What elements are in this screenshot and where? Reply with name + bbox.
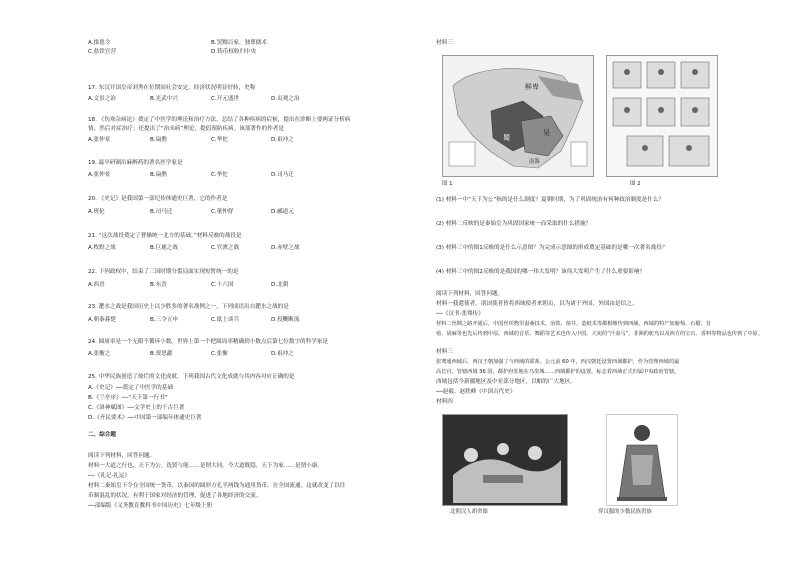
q22-option-a: A.西晋	[88, 282, 105, 288]
material-line: ──赵毅、赵轶峰《中国古代史》	[436, 389, 516, 395]
material-line: 西域包括今新疆地区及中亚部分地区，以帕的广大地区。	[436, 379, 576, 385]
q19-option-a: A.张仲景	[88, 172, 111, 178]
noble-illustration	[607, 415, 677, 505]
q18-option-a: A.张仲景	[88, 137, 111, 143]
map-illustration	[443, 56, 593, 176]
material-line: 材料二丝绸之路开通后，中国丝织物里蚕桑技术、冶铁、凿井、造纸术等都相继传到西域，西域的特产如葡萄、石榴、苜	[436, 321, 711, 327]
banquet-image	[442, 414, 568, 506]
material-line: 张骞通西域后，西汉王朝加强了与西域的联系。公元前 60 年，西汉朝廷设置西域都护，作为管理西域的最	[436, 359, 680, 365]
q19-stem: 19. 最早研制出麻醉药的著名医学家是	[88, 160, 183, 166]
material-line: 阅读下列材料，回答问题。	[436, 291, 504, 297]
figure-1-caption: 图 1	[442, 181, 453, 187]
material-line: 材料二秦始皇下令在全国统一货币，以秦国的圆形方孔半两钱为通用货币，在全国流通。这就改变了以往	[88, 483, 346, 489]
q18-option-b: B.扁鹊	[150, 137, 167, 143]
material-line: 材料一大道之行也，天下为公。选贤与能……是谓大同。今大道既隐，天下为家……是谓小康。	[88, 463, 323, 469]
q22-option-c: C.十六国	[211, 282, 234, 288]
map-figure	[442, 55, 594, 177]
q23-stem: 23. 淝水之战是我国历史上以少胜多的著名战例之一，下列成语出自淝水之战的是	[88, 304, 289, 310]
figure-2-caption: 图 2	[630, 181, 641, 187]
material-line: 材料四	[436, 399, 453, 405]
q24-option-a: A.张衡之	[88, 351, 111, 357]
q19-option-d: D.司马迁	[271, 172, 294, 178]
q18-option-d: D.祖冲之	[271, 137, 294, 143]
material3-title: 材料三	[436, 40, 453, 46]
q16-option-c: C.盐铁官营	[88, 49, 117, 55]
q25-option-c: C.《洛神赋图》──文学史上的千古巨著	[88, 405, 185, 411]
q23-option-a: A.朝秦暮楚	[88, 317, 116, 323]
q25-option-d: D.《齐民要术》──中国第一部编年体通史巨著	[88, 415, 202, 421]
q21-option-d: D.赤壁之战	[271, 245, 300, 251]
material-line: ──《汉书·张骞传》	[436, 311, 484, 317]
material-line: 材料一我遣使者，诸国使者皆将西域使者来朝贡，以为诸于外国，外国由是信之。	[436, 301, 638, 307]
noble-image	[606, 414, 678, 506]
q22-stem: 22. 下列政权中，结束了三国时期分裂局面实现短暂统一的是	[88, 269, 239, 275]
q18-option-c: C.华佗	[211, 137, 228, 143]
q19-option-b: B.扁鹊	[150, 172, 167, 178]
question-line: (4) 材料三中的图2反映的是我国的哪一伟大发明？该伟大发明产生了什么重要影响？	[436, 269, 646, 275]
section-heading: 二、综合题	[88, 432, 116, 438]
q21-option-b: B.巨鹿之战	[150, 245, 178, 251]
q17-stem: 17. 东汉开国皇帝刘秀在位期间社会安定，经济状况明显好转，史称	[88, 85, 256, 91]
material-line: 材料三	[436, 349, 453, 355]
map-label: 南海	[529, 159, 540, 165]
question-line: (3) 材料三中的图1反映的是什么示意图？为完成示意图的形成奠定基础的是哪一次著名战役？	[436, 245, 668, 251]
q18-stem-line-2: 情，然后对症治疗；还提出了“治未病”理论，提倡预防疾病。该部著作的作者是	[88, 126, 284, 132]
map-label: 鲜卑	[525, 83, 539, 91]
q24-option-b: B.贾思勰	[150, 351, 173, 357]
q24-option-d: D.祖冲之	[271, 351, 294, 357]
papermaking-figure	[606, 55, 718, 177]
question-line: (1) 材料一中“天下为公”指的是什么制度？夏朝时期，为了巩固统治有何种政治制度是什么？	[436, 197, 665, 203]
q17-option-b: B.光武中兴	[150, 96, 178, 102]
papermaking-illustration	[607, 56, 717, 176]
q21-stem: 21. “这次战役奠定了曹操统一北方的基础。”材料反映的战役是	[88, 233, 242, 239]
map-label: 吴	[543, 129, 550, 137]
q20-option-d: D.郦道元	[271, 209, 294, 215]
q17-option-d: D.贞观之治	[271, 96, 300, 102]
q23-option-d: D.投鞭断流	[271, 317, 300, 323]
material-line: 高长官，管辖西域 36 国，都护府驻地在乌垒城……西域都护的设置，标志着西域正式归属中央政府管辖。	[436, 369, 680, 375]
material-line: 阅读下列材料，回答问题。	[88, 453, 156, 459]
q17-option-c: C.开元盛世	[211, 96, 240, 102]
q23-option-b: B.三令五申	[150, 317, 178, 323]
q24-option-c: C.张衡	[211, 351, 228, 357]
q21-option-a: A.牧野之战	[88, 245, 116, 251]
q20-option-a: A.班伦	[88, 209, 105, 215]
q17-option-a: A.文景之治	[88, 96, 116, 102]
q22-option-d: D.北朝	[271, 282, 289, 288]
material-line: ──部编版《义务教育教科书中国历史》七年级上册	[88, 503, 213, 509]
q16-option-d: D.铸币权收归中央	[211, 49, 257, 55]
map-label: 蜀	[503, 134, 510, 142]
material-line: 蓿、胡麻等也先后传到中原。西域的音乐、舞蹈等艺术也传入中国。大宛的“汗血马”、非洲的鸵鸟以及西方的宝石、香料等物品也传到了中原。	[436, 331, 764, 337]
q19-option-c: C.华佗	[211, 172, 228, 178]
q18-stem-line-1: 18. 《伤寒杂病论》奠定了中医学的理论和治疗方法，总结了各种疾病的症候，提出在诊断上要两证分析病	[88, 117, 351, 123]
q25-stem: 25. 中华民族创造了灿烂的文化成就，下列我国古代文化成就与其内容对应正确的是	[88, 374, 295, 380]
q24-stem: 24. 圆周率是一个无限不循环小数。世界上第一个把圆周率精确到小数点后第七位数字的科学家是	[88, 339, 329, 345]
image-caption-left: 北朝汉人胡舍图	[450, 509, 488, 515]
q16-option-a: A.推恩令	[88, 40, 111, 46]
q21-option-c: C.官渡之战	[211, 245, 240, 251]
image-caption-right: 穿汉服的少数民族贵族	[598, 509, 652, 515]
q20-option-c: C.董仲舒	[211, 209, 234, 215]
q23-option-c: C.纸上谈兵	[211, 317, 240, 323]
q25-option-b: B.《兰亭序》──“天下第一行书”	[88, 395, 168, 401]
q22-option-b: B.东晋	[150, 282, 167, 288]
material-line: 币制混乱的状况，有利于国家对经济的管理，促进了各地经济的交流。	[88, 493, 262, 499]
banquet-illustration	[443, 415, 567, 505]
q16-option-b: B.罢黜百家，独尊儒术	[211, 40, 267, 46]
material-line: ──《礼记·礼运》	[88, 473, 131, 479]
q25-option-a: A.《史记》──奠定了中医学的基础	[88, 385, 173, 391]
q20-option-b: B.司马迁	[150, 209, 173, 215]
question-line: (2) 材料二反映的是秦始皇为巩固国家统一而采取的什么措施？	[436, 221, 592, 227]
q20-stem: 20. 《史记》是我国第一部纪传体通史巨著，它的作者是	[88, 196, 228, 202]
